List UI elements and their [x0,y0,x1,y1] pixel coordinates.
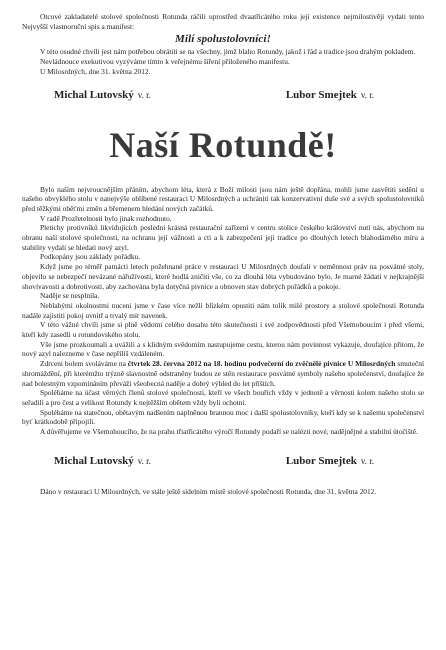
body-paragraph-invitation [22,359,424,388]
signature-1 [54,451,151,469]
body-paragraph: A důvěřujeme ve Všemohoucího, že na prahu třiatřicátého výročí Rotundy podaří se nalézti nové, nadějnějné a stabilní útočiště. [40,427,418,437]
invitation-date-place: čtvrtek 28. června 2012 na 18. hodinu podvečerní do zvěčnělé pivnice U Milosrdných [127,359,396,369]
manifest-title: Naší Rotundě! [109,124,337,165]
body-paragraph: Když jsme po téměř patnácti letech požehnané práce v restauraci U Milosrdných doufali v neměnnost práv na posvátné stoly, objevilo se nebezpečí nevázané nářužívosti, které hodlá zničiti vše, co za dlouhá léta vybudováno bylo. Je marné žádati v nejkrajnější shovívavosti a dobrotivosti, aby zachována byla dotyčná pivnice a obnoven stav dobrých pořádků a pokoje. [22,262,424,291]
signature-2 [286,85,374,103]
signature-name: Lubor Smejtek [285,88,357,101]
closing-note: Dáno v restauraci U Milosrdných, ve stále ještě sídelním místě stolové společnosti Rotunda, dne 31. května 2012. [40,486,377,496]
body-paragraph: Vše jsme prozkoumali a uvážili a s klidným svědomím nastupujeme cestu, kterou nám povinnost vykazuje, doufajíce přitom, že nový azyl nalezneme v čase nepříliš vzdáleném. [22,339,424,359]
body-paragraph: Podkopány jsou základy pořádku. [40,252,141,262]
body-paragraph: Naděje se nesplnila. [40,291,100,301]
signature-vr: v. r. [360,455,374,466]
signature-1 [54,85,151,103]
signature-vr: v. r. [137,89,151,100]
invitation-text: Zdrceni bolem svoláváme na [40,359,128,369]
signatures-bottom [22,451,424,469]
invitation-text: smuteční shromáždění, při kterémžto trýzně slavnostně odstraněny budou ze stěn restaurace posvátné symboly našeho společenství, doufajíce že nad bolestným vzpomínáním převáží všeobecná naděje a dobrý výhled do let příštích. [22,359,424,388]
signature-name: Michal Lutovský [54,454,134,467]
body-paragraph: V radě Prozřetelnosti bylo jinak rozhodnuto. [40,213,172,223]
intro-paragraph-1: V této osudné chvíli jest nám potřebou obrátiti se na všechny, jimž blaho Rotundy, jakož i řád a tradice jsou drahým pokladem. [40,47,416,57]
intro-paragraph-2: Nevládnouce exekutivou vyzýváme tímto k veřejnému šíření přiloženého manifestu. [40,57,290,67]
body-paragraph: Spoléháme na statečnou, obětavým nadšením naplněnou brannou moc i další spolustolovníky, kteří kdy se k našemu společenství byť krátkodobě připojili. [22,407,424,427]
signatures-top [22,85,424,103]
intro-line: Otcové zakladatelé stolové společnosti Rotunda ráčili uprostřed dvaatřicátého roku její existence nejmilostivěji vydati tento Nejvyšší vlastnoruční spis a manifest: [22,12,424,31]
body-paragraph: Bylo naším nejvroucnějším přáním, abychom léta, která z Boží milosti jsou nám ještě dopřána, mohli jsme zasvětiti sedění u našeho obvyklého stolu v nanejvýše oblíbené restauraci U Milosrdných a uchrániti tak konzervativní duše své a svých spolustolovníků před těžkými oběťmi změn a břemenem hledání nových začátků. [22,184,424,213]
body-paragraph: Spoléháme na účast věrných členů stolové společnosti, kteří ve všech bouřích vždy v jednotě a věrnosti kolem našeho stolu se seřadili a pro čest a velikost Rotundy k nejtěžším obětem vždy byli ochotni. [22,388,424,407]
intro-section [22,12,424,77]
signature-name: Lubor Smejtek [285,454,357,467]
body-paragraph: Neblahými okolnostmi nuceni jsme v čase více nežli blízkém opustiti nám tolik milé prostory a stolové společnosti Rotunda nadále zajistiti pokoj uvnitř a trvalý mír navenek. [22,300,424,320]
manifest-body [22,185,424,437]
signature-name: Michal Lutovský [54,88,134,101]
body-paragraph: V této vážné chvíli jsme si plně vědomi celého dosahu této skutečnosti i své zodpovědnosti před Všemohoucím i před všemi, kteří kdy zasedli u rotundovského stolu. [22,320,424,340]
signature-2 [286,451,374,469]
intro-date: U Milosrdných, dne 31. května 2012. [40,66,151,76]
signature-vr: v. r. [360,89,374,100]
body-paragraph: Pletichy protivníků likvidujících poslední krásná restaurační zařízení v centru stolice českého království nutí nás, abychom na obranu naší stolové společnosti, na ochranu její vážnosti a cti a k zabezpečení její tradice po dlouhých letech blahodárného míru a stability vydali se hledati nový azyl. [22,223,424,252]
signature-vr: v. r. [137,455,151,466]
salutation: Milí spolustolovníci! [175,33,271,46]
